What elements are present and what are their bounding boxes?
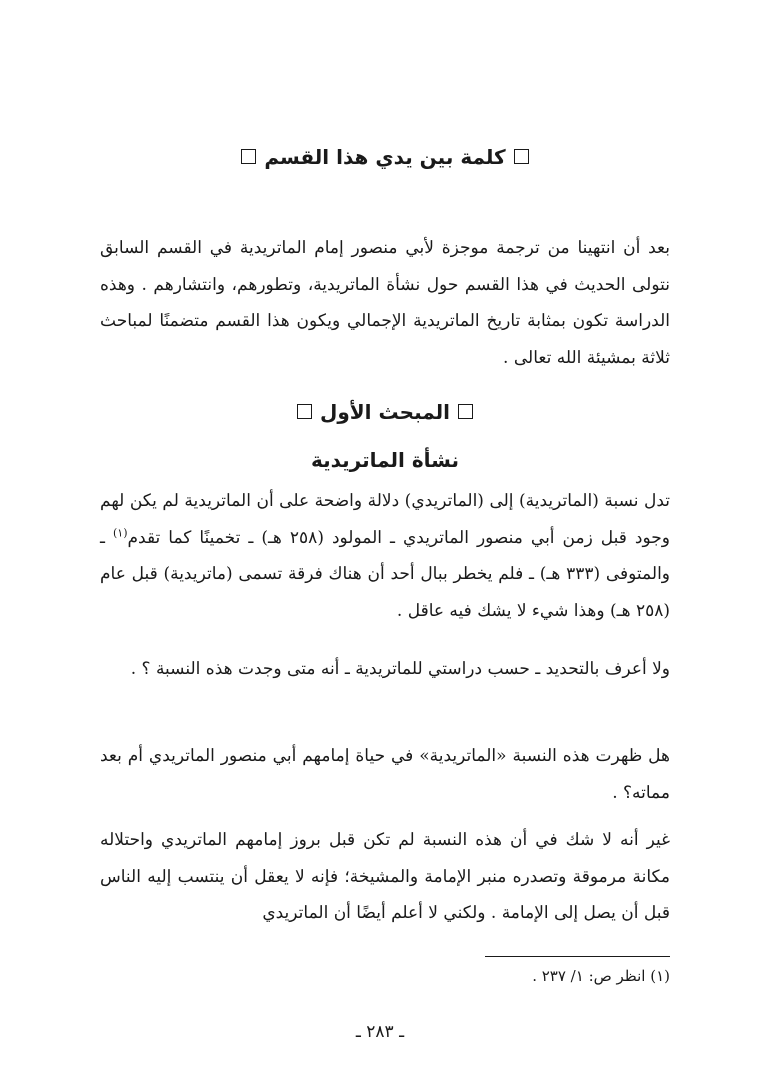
paragraph-1 — [100, 483, 670, 629]
paragraph-2: ولا أعرف بالتحديد ـ حسب دراستي للماتريدية ـ أنه متى وجدت هذه النسبة ؟ . — [130, 659, 670, 679]
open-box-icon — [458, 404, 473, 419]
intro-paragraph: بعد أن انتهينا من ترجمة موجزة لأبي منصور إمام الماتريدية في القسم السابق نتولى الحديث في هذا القسم حول نشأة الماتريدية، وتطورهم، وانتشارهم . وهذه الدراسة تكون بمثابة تاريخ الماتريدية الإجمالي ويكون هذا القسم متضمنًا لمباحث ثلاثة بمشيئة الله تعالى . — [100, 238, 670, 368]
chapter-heading-text: المبحث الأول — [319, 400, 451, 424]
paragraph-1-end: ـ والمتوفى (٣٣٣ هـ) ـ فلم يخطر ببال أحد أن هناك فرقة تسمى (ماتريدية) قبل عام (٢٥٨ هـ) وهذا شيء لا يشك فيه عاقل . — [100, 527, 671, 621]
chapter-subheading: نشأة الماتريدية — [310, 448, 460, 472]
close-box-icon — [241, 149, 256, 164]
paragraph-4: غير أنه لا شك في أن هذه النسبة لم تكن قبل بروز إمامهم الماتريدي واحتلاله مكانة مرموقة وتصدره منبر الإمامة والمشيخة؛ فإنه لا يعقل أن ينتسب إليه الناس قبل أن يصل إلى الإمامة . ولكني لا أعلم أيضًا أن الماتريدي — [100, 830, 670, 923]
footnote-divider — [485, 956, 670, 957]
section-heading-text: كلمة بين يدي هذا القسم — [264, 145, 506, 169]
section-heading — [100, 143, 670, 171]
footnote: (١) انظر ص: ١/ ٢٣٧ . — [532, 967, 670, 985]
paragraph-3: هل ظهرت هذه النسبة «الماتريدية» في حياة إمامهم أبي منصور الماتريدي أم بعد مماته؟ . — [100, 746, 670, 803]
footnote-marker: (١) — [112, 525, 128, 539]
page-number: ـ ٢٨٣ ـ — [355, 1022, 405, 1042]
paragraph-1-start: تدل نسبة (الماتريدية) إلى (الماتريدي) دلالة واضحة على أن الماتريدية لم يكن لهم وجود قبل زمن أبي منصور الماتريدي ـ المولود (٢٥٨ هـ) ـ تخمينًا كما تقدم — [100, 491, 670, 548]
close-box-icon — [297, 404, 312, 419]
chapter-heading — [100, 398, 670, 426]
open-box-icon — [514, 149, 529, 164]
